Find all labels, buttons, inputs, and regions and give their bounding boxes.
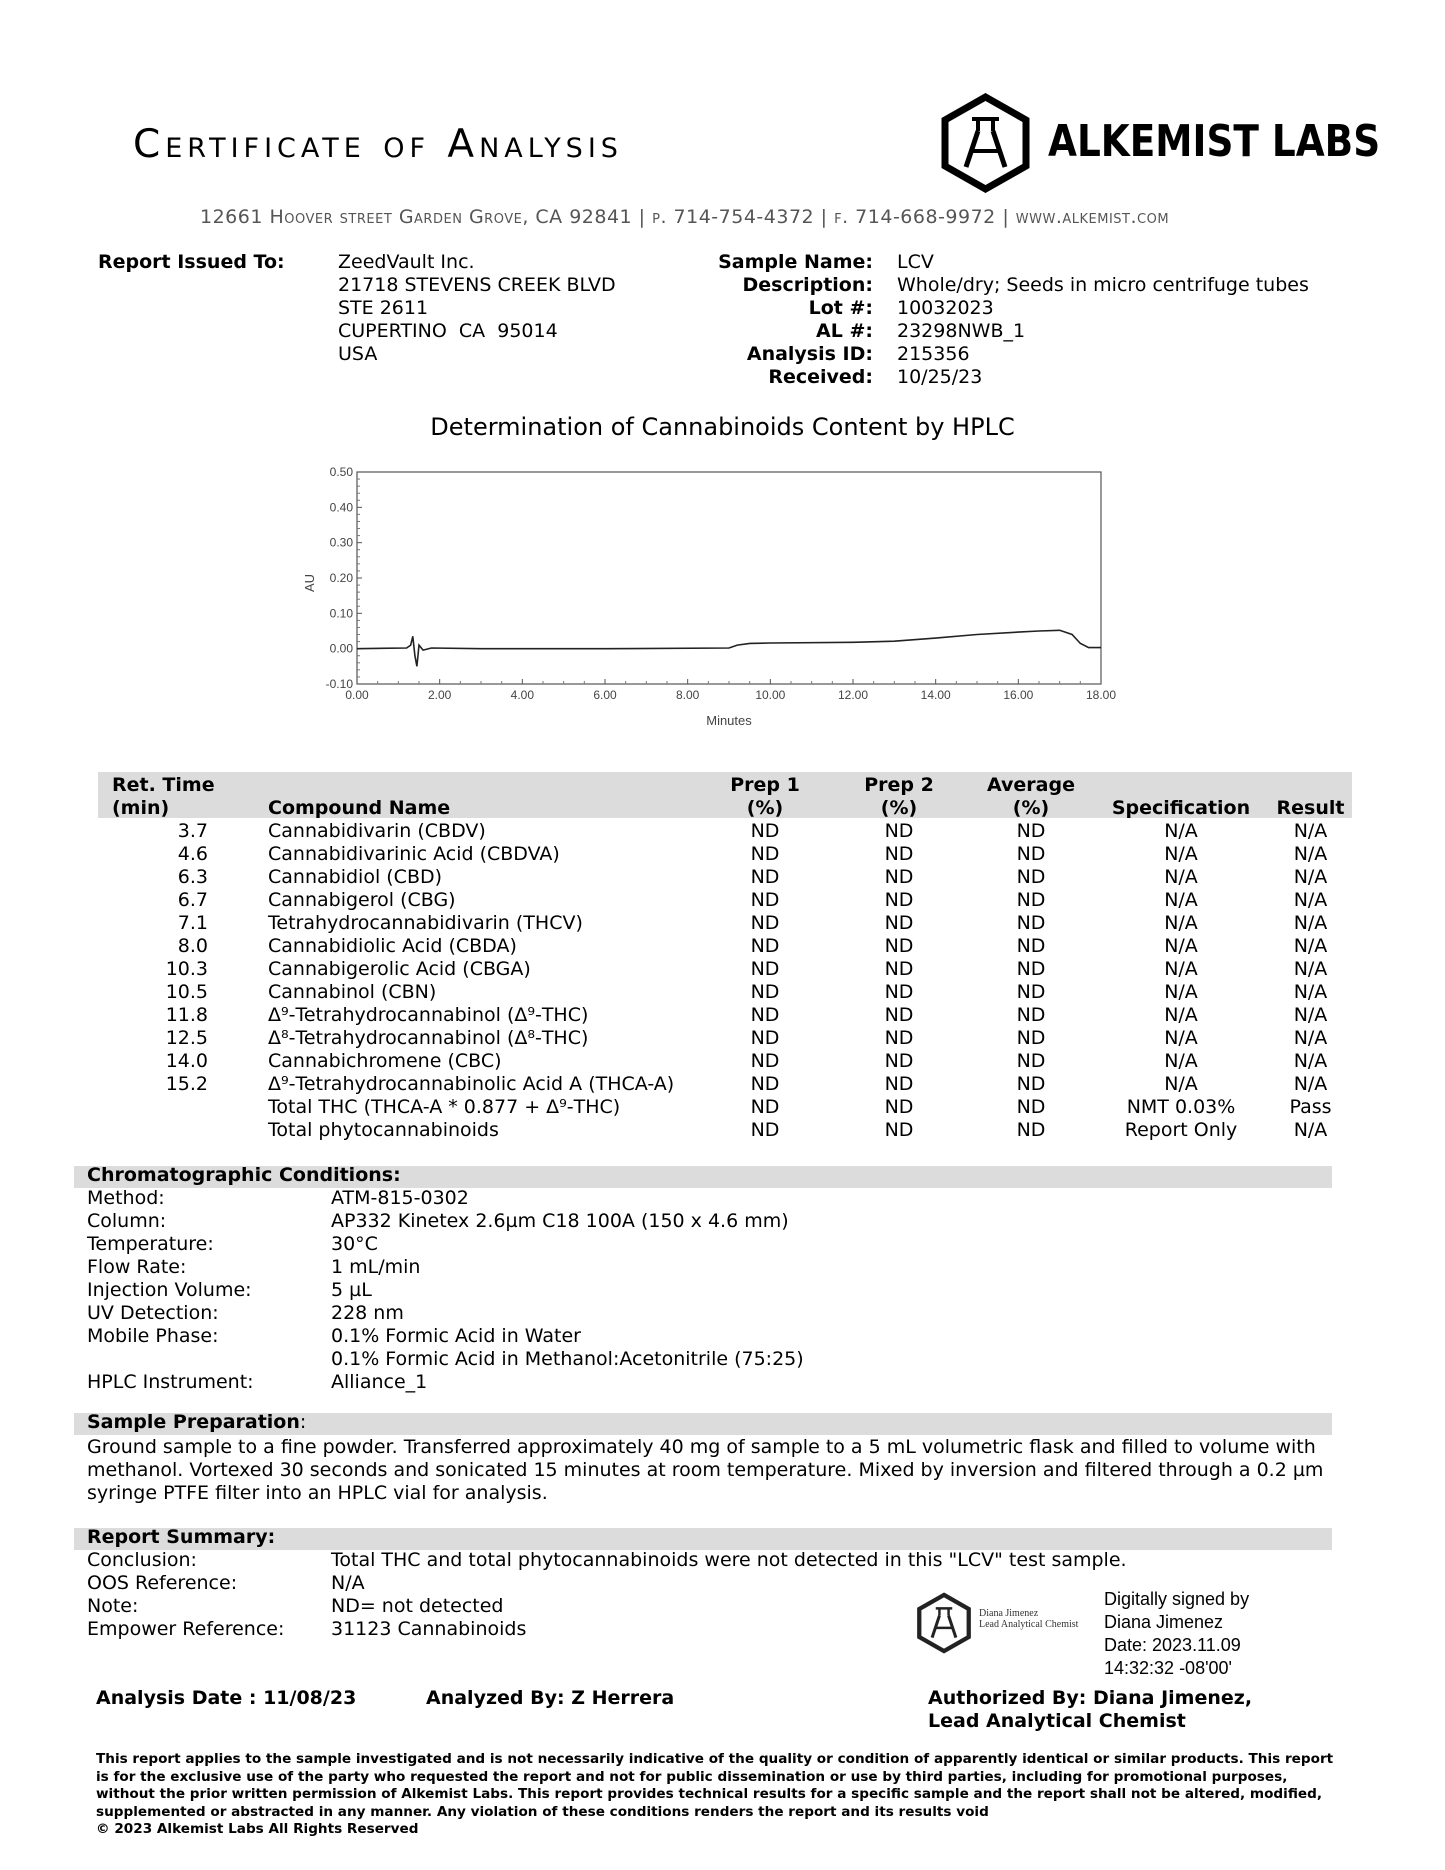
compound-cell: Total THC (THCA-A * 0.877 + Δ⁹-THC) — [268, 1096, 621, 1118]
result-cell: N/A — [1293, 935, 1328, 957]
prep1-cell: ND — [750, 843, 780, 865]
result-cell: N/A — [1293, 843, 1328, 865]
y-tick-label: -0.10 — [325, 677, 353, 691]
copyright-text: © 2023 Alkemist Labs All Rights Reserved — [96, 1821, 419, 1837]
compound-cell: Δ⁹-Tetrahydrocannabinol (Δ⁹-THC) — [268, 1004, 589, 1026]
result-cell: N/A — [1293, 1050, 1328, 1072]
prep1-cell: ND — [750, 1096, 780, 1118]
prep2-cell: ND — [884, 889, 914, 911]
field-label: UV Detection: — [87, 1302, 219, 1324]
field-value: 30°C — [331, 1233, 378, 1255]
prep2-cell: ND — [884, 843, 914, 865]
ret-time-cell: 7.1 — [177, 912, 208, 934]
prep2-cell: ND — [884, 1096, 914, 1118]
y-tick-label: 0.10 — [329, 606, 353, 621]
field-value: AP332 Kinetex 2.6µm C18 100A (150 x 4.6 mm) — [331, 1210, 789, 1232]
x-tick-label: 2.00 — [427, 688, 452, 702]
prep1-cell: ND — [750, 912, 780, 934]
chromatogram-line — [357, 630, 1101, 666]
prep2-cell: ND — [884, 820, 914, 842]
client-line: 21718 STEVENS CREEK BLVD — [338, 274, 616, 296]
prep2-header-unit: (%) — [880, 797, 918, 819]
x-tick-label: 10.00 — [755, 688, 786, 702]
analysis-id-value: 215356 — [897, 343, 970, 365]
specification-cell: N/A — [1164, 866, 1198, 888]
x-axis-label: Minutes — [706, 713, 752, 728]
table-row — [98, 1119, 1352, 1142]
ret-time-header — [112, 774, 215, 820]
y-tick-label: 0.20 — [329, 571, 353, 585]
prep1-header — [700, 774, 830, 820]
prep2-cell: ND — [884, 1004, 914, 1026]
ret-time-cell: 10.5 — [165, 981, 208, 1003]
analyzed-by: Analyzed By: Z Herrera — [426, 1687, 675, 1709]
table-row — [98, 889, 1352, 912]
field-value: 228 nm — [331, 1302, 404, 1324]
average-cell: ND — [1016, 958, 1046, 980]
field-label: HPLC Instrument: — [87, 1371, 254, 1393]
prep2-cell: ND — [884, 981, 914, 1003]
client-address — [338, 251, 616, 366]
compound-cell: Cannabigerol (CBG) — [268, 889, 456, 911]
average-cell: ND — [1016, 1096, 1046, 1118]
x-tick-label: 12.00 — [837, 688, 869, 702]
table-row — [98, 843, 1352, 866]
prep1-cell: ND — [750, 958, 780, 980]
average-cell: ND — [1016, 1004, 1046, 1026]
prep1-cell: ND — [750, 1050, 780, 1072]
digital-signature-line: 14:32:32 -08'00' — [1104, 1658, 1232, 1678]
compound-cell: Tetrahydrocannabidivarin (THCV) — [268, 912, 583, 934]
lot-label: Lot #: — [808, 297, 873, 319]
prep2-cell: ND — [884, 1027, 914, 1049]
ret-time-header-unit: (min) — [112, 797, 170, 819]
prep2-header-line: Prep 2 — [864, 774, 934, 796]
digital-signature-line: Date: 2023.11.09 — [1104, 1635, 1241, 1655]
result-cell: N/A — [1293, 889, 1328, 911]
client-line: USA — [338, 343, 378, 365]
signature-logo-icon — [915, 1592, 973, 1654]
field-label: Note: — [87, 1595, 139, 1617]
field-value: ATM-815-0302 — [331, 1187, 469, 1209]
field-value: 31123 Cannabinoids — [331, 1618, 527, 1640]
specification-cell: N/A — [1164, 981, 1198, 1003]
received-label: Received: — [768, 366, 873, 388]
field-label: Method: — [87, 1187, 165, 1209]
summary-title: Report Summary: — [87, 1526, 276, 1548]
specification-cell: N/A — [1164, 1050, 1198, 1072]
sample-prep-heading — [87, 1411, 306, 1433]
y-tick-label: 0.00 — [329, 641, 353, 656]
chart-title: Determination of Cannabinoids Content by HPLC — [430, 413, 1015, 441]
prep2-cell: ND — [884, 866, 914, 888]
x-tick-label: 8.00 — [675, 688, 700, 702]
compound-cell: Cannabichromene (CBC) — [268, 1050, 502, 1072]
specification-cell: Report Only — [1124, 1119, 1238, 1141]
field-value: ND= not detected — [331, 1595, 504, 1617]
ret-time-cell: 12.5 — [165, 1027, 208, 1049]
prep1-cell: ND — [750, 1004, 780, 1026]
ret-time-cell: 10.3 — [165, 958, 208, 980]
authorized-by-title: Lead Analytical Chemist — [928, 1710, 1186, 1732]
prep1-header-unit: (%) — [746, 797, 784, 819]
y-tick-label: 0.40 — [329, 500, 353, 515]
specification-cell: N/A — [1164, 935, 1198, 957]
prep1-header-line: Prep 1 — [730, 774, 800, 796]
compound-cell: Total phytocannabinoids — [268, 1119, 499, 1141]
average-cell: ND — [1016, 1050, 1046, 1072]
disclaimer-text: This report applies to the sample investigated and is not necessarily indicative of the quality or condition of apparently identical or similar products. This report is for the exclusive use of the party who requested the report and not for public dissemination or use by third parties, including for promotional purposes, without the prior written permission of Alkemist Labs. This report provides technical results for a specific sample and the report shall not be altered, modified, supplemented or abstracted in any manner. Any violation of these conditions renders the report and its results void — [96, 1751, 1334, 1820]
table-row — [98, 1004, 1352, 1027]
table-row — [98, 1073, 1352, 1096]
specification-cell: N/A — [1164, 1027, 1198, 1049]
average-cell: ND — [1016, 866, 1046, 888]
table-row — [98, 935, 1352, 958]
specification-cell: N/A — [1164, 820, 1198, 842]
average-cell: ND — [1016, 912, 1046, 934]
signature-title-small: Lead Analytical Chemist — [979, 1619, 1079, 1630]
client-line: STE 2611 — [338, 297, 429, 319]
x-tick-label: 14.00 — [920, 688, 951, 702]
field-value: 0.1% Formic Acid in Water — [331, 1325, 581, 1347]
lab-name-logo: ALKEMIST LABS — [1048, 116, 1381, 167]
table-row — [98, 1050, 1352, 1073]
field-label: Mobile Phase: — [87, 1325, 219, 1347]
field-value: N/A — [331, 1572, 365, 1594]
field-value: Total THC and total phytocannabinoids were not detected in this "LCV" test sample. — [331, 1549, 1127, 1571]
authorized-by-line: Authorized By: Diana Jimenez, — [928, 1687, 1253, 1709]
report-issued-to-label: Report Issued To: — [98, 251, 285, 273]
signature-small-text — [979, 1608, 1078, 1630]
prep2-cell: ND — [884, 1050, 914, 1072]
table-row — [98, 1096, 1352, 1119]
x-tick-label: 18.00 — [1085, 688, 1117, 702]
table-row — [98, 981, 1352, 1004]
compound-cell: Cannabidiol (CBD) — [268, 866, 443, 888]
client-line: ZeedVault Inc. — [338, 251, 475, 273]
al-number-value: 23298NWB_1 — [897, 320, 1026, 342]
field-value: 5 µL — [331, 1279, 372, 1301]
table-row — [98, 912, 1352, 935]
result-cell: N/A — [1293, 1004, 1328, 1026]
specification-cell: N/A — [1164, 1073, 1198, 1095]
prep2-cell: ND — [884, 958, 914, 980]
description-value: Whole/dry; Seeds in micro centrifuge tubes — [897, 274, 1309, 296]
table-header-row — [98, 774, 1352, 820]
result-cell: N/A — [1293, 958, 1328, 980]
plot-area — [357, 472, 1101, 684]
field-label: Empower Reference: — [87, 1618, 285, 1640]
result-cell: Pass — [1289, 1096, 1332, 1118]
analysis-id-label: Analysis ID: — [746, 343, 873, 365]
prep1-cell: ND — [750, 1027, 780, 1049]
field-value: 1 mL/min — [331, 1256, 421, 1278]
compound-cell: Cannabidivarinic Acid (CBDVA) — [268, 843, 560, 865]
sample-info-labels — [660, 251, 873, 389]
ret-time-header-line: Ret. Time — [112, 774, 215, 796]
prep2-cell: ND — [884, 935, 914, 957]
hplc-chromatogram-chart — [290, 458, 1140, 738]
x-axis-ticks — [345, 679, 1116, 702]
sample-info-values — [897, 251, 1309, 389]
result-cell: N/A — [1293, 1027, 1328, 1049]
digital-signature-line: Diana Jimenez — [1104, 1612, 1224, 1632]
digital-signature-line: Digitally signed by — [1104, 1589, 1250, 1609]
prep1-cell: ND — [750, 1119, 780, 1141]
specification-header: Specification — [1111, 797, 1251, 819]
average-header — [966, 774, 1096, 820]
y-tick-label: 0.30 — [329, 535, 353, 550]
average-header-line: Average — [987, 774, 1075, 796]
y-axis-label: AU — [302, 573, 317, 593]
average-cell: ND — [1016, 935, 1046, 957]
client-line: CUPERTINO CA 95014 — [338, 320, 558, 342]
digital-signature-text — [1104, 1588, 1249, 1680]
sample-name-value: LCV — [897, 251, 934, 273]
description-label: Description: — [742, 274, 873, 296]
result-cell: N/A — [1293, 866, 1328, 888]
al-number-label: AL #: — [816, 320, 873, 342]
footer-disclaimer — [96, 1751, 1341, 1839]
prep1-cell: ND — [750, 889, 780, 911]
average-cell: ND — [1016, 1119, 1046, 1141]
sample-prep-colon: : — [299, 1411, 307, 1433]
average-header-unit: (%) — [1012, 797, 1050, 819]
ret-time-cell: 6.3 — [177, 866, 208, 888]
alkemist-logo-icon — [938, 93, 1033, 193]
document-title: Certificate of Analysis — [133, 122, 623, 167]
field-label: OOS Reference: — [87, 1572, 238, 1594]
table-row — [98, 1027, 1352, 1050]
table-row — [98, 866, 1352, 889]
field-label: Conclusion: — [87, 1549, 197, 1571]
field-label: Temperature: — [87, 1233, 214, 1255]
average-cell: ND — [1016, 981, 1046, 1003]
prep2-cell: ND — [884, 1119, 914, 1141]
sample-prep-title: Sample Preparation — [87, 1411, 300, 1433]
x-tick-label: 4.00 — [510, 688, 535, 702]
result-cell: N/A — [1293, 1119, 1328, 1141]
field-label: Column: — [87, 1210, 167, 1232]
lot-value: 10032023 — [897, 297, 994, 319]
field-label: Injection Volume: — [87, 1279, 252, 1301]
specification-cell: N/A — [1164, 958, 1198, 980]
compound-cell: Cannabinol (CBN) — [268, 981, 437, 1003]
field-value: 0.1% Formic Acid in Methanol:Acetonitrile (75:25) — [331, 1348, 804, 1370]
ret-time-cell: 4.6 — [177, 843, 208, 865]
compound-cell: Cannabidiolic Acid (CBDA) — [268, 935, 517, 957]
prep1-cell: ND — [750, 981, 780, 1003]
prep1-cell: ND — [750, 820, 780, 842]
compound-cell: Cannabigerolic Acid (CBGA) — [268, 958, 531, 980]
result-cell: N/A — [1293, 981, 1328, 1003]
table-row — [98, 820, 1352, 843]
prep2-header — [834, 774, 964, 820]
average-cell: ND — [1016, 1027, 1046, 1049]
ret-time-cell: 11.8 — [165, 1004, 208, 1026]
prep2-cell: ND — [884, 1073, 914, 1095]
authorized-by — [928, 1687, 1252, 1733]
conditions-title: Chromatographic Conditions: — [87, 1164, 401, 1186]
x-tick-label: 6.00 — [593, 688, 617, 702]
sample-prep-text: Ground sample to a fine powder. Transferred approximately 40 mg of sample to a 5 mL volumetric flask and filled to volume with methanol. Vortexed 30 seconds and sonicated 15 minutes at room temperature. Mixed by inversion and filtered through a 0.2 µm syringe PTFE filter into an HPLC vial for analysis. — [87, 1436, 1324, 1504]
ret-time-cell: 15.2 — [165, 1073, 208, 1095]
x-tick-label: 16.00 — [1003, 688, 1034, 702]
field-value: Alliance_1 — [331, 1371, 428, 1393]
x-tick-label: 0.00 — [345, 688, 369, 702]
compound-cell: Δ⁹-Tetrahydrocannabinolic Acid A (THCA-A) — [268, 1073, 675, 1095]
compound-cell: Cannabidivarin (CBDV) — [268, 820, 486, 842]
prep2-cell: ND — [884, 912, 914, 934]
specification-cell: N/A — [1164, 843, 1198, 865]
analysis-date: Analysis Date : 11/08/23 — [96, 1687, 357, 1709]
field-label: Flow Rate: — [87, 1256, 187, 1278]
prep1-cell: ND — [750, 866, 780, 888]
compound-header: Compound Name — [268, 797, 451, 819]
lab-address: 12661 Hoover street Garden Grove, CA 92841 | p. 714-754-4372 | f. 714-668-9972 | www.alkemist.com — [200, 206, 1170, 228]
compound-cell: Δ⁸-Tetrahydrocannabinol (Δ⁸-THC) — [268, 1027, 589, 1049]
specification-cell: N/A — [1164, 889, 1198, 911]
received-value: 10/25/23 — [897, 366, 983, 388]
average-cell: ND — [1016, 889, 1046, 911]
average-cell: ND — [1016, 843, 1046, 865]
prep1-cell: ND — [750, 935, 780, 957]
sample-name-label: Sample Name: — [718, 251, 873, 273]
result-cell: N/A — [1293, 912, 1328, 934]
prep1-cell: ND — [750, 1073, 780, 1095]
ret-time-cell: 14.0 — [165, 1050, 208, 1072]
specification-cell: NMT 0.03% — [1126, 1096, 1236, 1118]
y-tick-label: 0.50 — [329, 465, 353, 479]
ret-time-cell: 6.7 — [177, 889, 208, 911]
average-cell: ND — [1016, 1073, 1046, 1095]
signature-name-small: Diana Jimenez — [979, 1608, 1039, 1619]
table-row — [98, 958, 1352, 981]
ret-time-cell: 8.0 — [177, 935, 208, 957]
result-cell: N/A — [1293, 1073, 1328, 1095]
result-cell: N/A — [1293, 820, 1328, 842]
specification-cell: N/A — [1164, 1004, 1198, 1026]
ret-time-cell: 3.7 — [177, 820, 208, 842]
specification-cell: N/A — [1164, 912, 1198, 934]
result-header: Result — [1276, 797, 1345, 819]
average-cell: ND — [1016, 820, 1046, 842]
